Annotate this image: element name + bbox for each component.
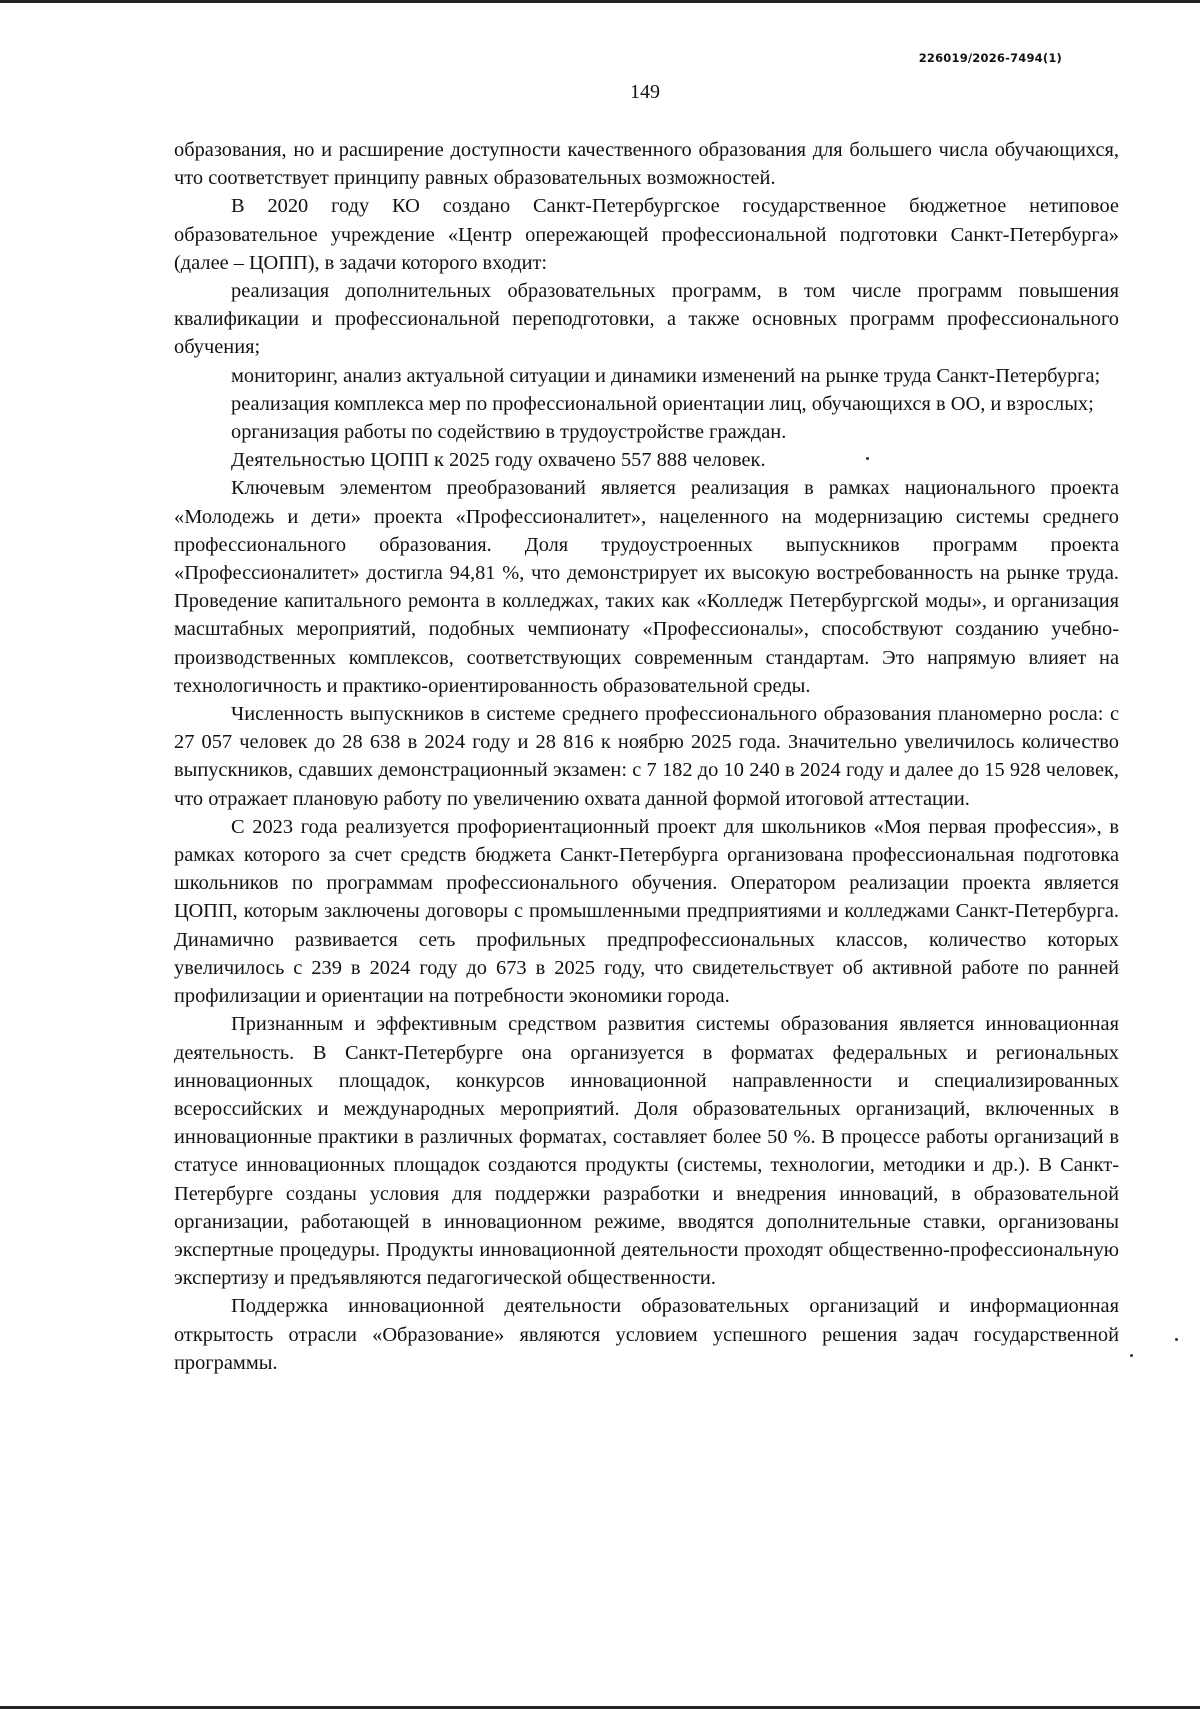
- list-item-additional-programs: реализация дополнительных образовательных программ, в том числе программ повышения квалификации и профессиональной переподготовки, а также основных программ профессионального обучения;: [174, 280, 1119, 359]
- registration-number: 226019/2026-7494(1): [918, 51, 1062, 65]
- page-number: 149: [630, 81, 660, 103]
- scan-border-top: [0, 0, 1200, 3]
- paragraph-copp-coverage: Деятельностью ЦОПП к 2025 году охвачено 557 888 человек.: [231, 449, 766, 472]
- list-item-career-orientation: реализация комплекса мер по профессиональной ориентации лиц, обучающихся в ОО, и взрослых;: [231, 392, 1094, 415]
- paragraph-innovation: Признанным и эффективным средством развития системы образования является инновационная деятельность. В Санкт-Петербурге она организуется в форматах федеральных и региональных инновационных площадок, конкурсов инновационной направленности и специализированных всероссийских и международных мероприятий. Доля образовательных организаций, включенных в инновационные практики в различных форматах, составляет более 50 %. В процессе работы организаций в статусе инновационных площадок создаются продукты (системы, технологии, методики и др.). В Санкт-Петербурге созданы условия для поддержки разработки и внедрения инноваций, в образовательной организации, работающей в инновационном режиме, вводятся дополнительные ставки, организованы экспертные процедуры. Продукты инновационной деятельности проходят общественно-профессиональную экспертизу и предъявляются педагогической общественности.: [174, 1013, 1119, 1290]
- paragraph-copp-founding: В 2020 году КО создано Санкт-Петербургское государственное бюджетное нетиповое образовательное учреждение «Центр опережающей профессиональной подготовки Санкт-Петербурга» (далее – ЦОПП), в задачи которого входит:: [174, 195, 1119, 274]
- paragraph-professionalitet: Ключевым элементом преобразований является реализация в рамках национального проекта «Молодежь и дети» проекта «Профессионалитет», нацеленного на модернизацию системы среднего профессионального образования. Доля трудоустроенных выпускников программ проекта «Профессионалитет» достигла 94,81 %, что демонстрирует их высокую востребованность на рынке труда. Проведение капитального ремонта в колледжах, таких как «Колледж Петербургской моды», и организация масштабных мероприятий, подобных чемпионату «Профессионалы», способствуют созданию учебно-производственных комплексов, соответствующих современным стандартам. Это напрямую влияет на технологичность и практико-ориентированность образовательной среды.: [174, 477, 1119, 697]
- scan-speck: [1175, 1338, 1178, 1341]
- list-item-employment-assistance: организация работы по содействию в трудоустройстве граждан.: [231, 421, 787, 444]
- paragraph-first-profession: С 2023 года реализуется профориентационный проект для школьников «Моя первая профессия», в рамках которого за счет средств бюджета Санкт-Петербурга организована профессиональная подготовка школьников по программам профессионального обучения. Оператором реализации проекта является ЦОПП, которым заключены договоры с промышленными предприятиями и колледжами Санкт-Петербурга. Динамично развивается сеть профильных предпрофессиональных классов, количество которых увеличилось с 239 в 2024 году до 673 в 2025 году, что свидетельствует об активной работе по ранней профилизации и ориентации на потребности экономики города.: [174, 815, 1119, 1008]
- scan-speck: [1130, 1354, 1133, 1357]
- list-item-labor-monitoring: мониторинг, анализ актуальной ситуации и динамики изменений на рынке труда Санкт-Петербурга;: [231, 364, 1101, 387]
- paragraph-innovation-support: Поддержка инновационной деятельности образовательных организаций и информационная открытость отрасли «Образование» являются условием успешного решения задач государственной программы.: [174, 1295, 1119, 1374]
- paragraph-graduates: Численность выпускников в системе среднего профессионального образования планомерно росла: с 27 057 человек до 28 638 в 2024 году и 28 816 к ноябрю 2025 года. Значительно увеличилось количество выпускников, сдавших демонстрационный экзамен: с 7 182 до 10 240 в 2024 году и далее до 15 928 человек, что отражает плановую работу по увеличению охвата данной формой итоговой аттестации.: [174, 703, 1119, 810]
- paragraph-continuation: образования, но и расширение доступности качественного образования для большего числа обучающихся, что соответствует принципу равных образовательных возможностей.: [174, 139, 1119, 190]
- document-body: [174, 136, 1119, 1377]
